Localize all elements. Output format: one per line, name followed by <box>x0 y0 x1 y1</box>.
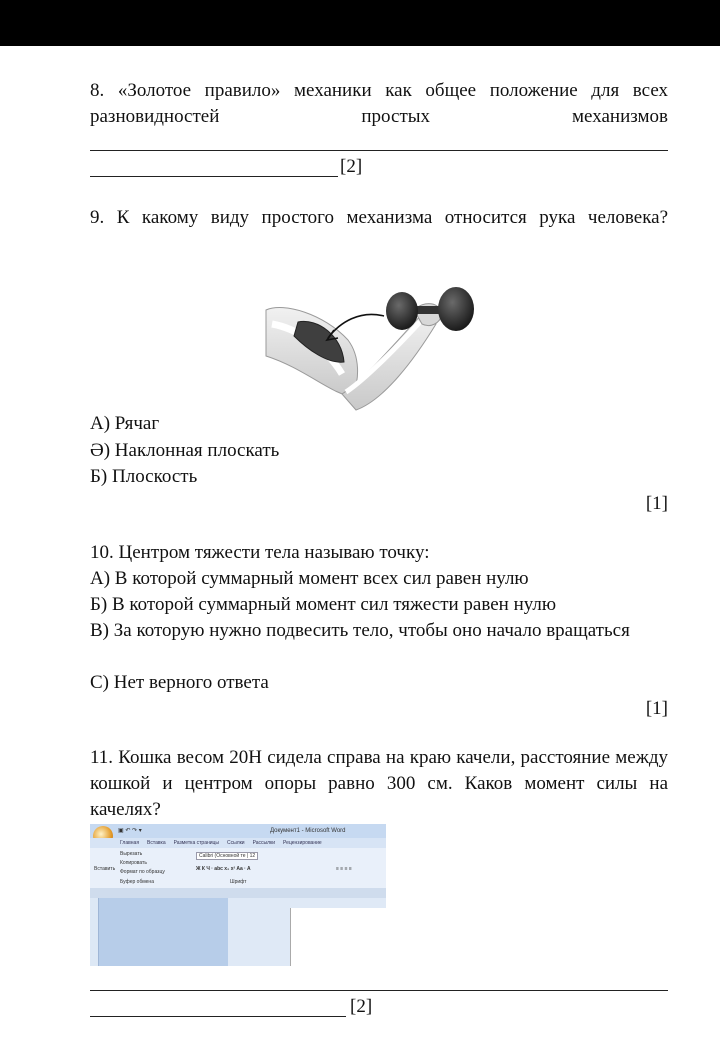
word-title-bar: ▣ ↶ ↷ ▾ Документ1 - Microsoft Word <box>90 824 386 838</box>
q10-option-b: Б) В которой суммарный момент сил тяжести равен нулю <box>90 594 557 615</box>
top-black-bar <box>0 0 720 46</box>
question-11-text: 11. Кошка весом 20Н сидела справа на краю качели, расстояние между кошкой и центром опоры равно 300 см. Каков момент силы на качелях? <box>90 747 668 820</box>
arm-dumbbell-illustration <box>264 284 480 412</box>
q9-option-ae: Ә) Наклонная плоскать <box>90 440 280 461</box>
answer-line-11a <box>90 990 668 991</box>
q10-option-v: В) За которую нужно подвесить тело, чтобы оно начало вращаться <box>90 620 630 641</box>
q10-option-a: А) В которой суммарный момент всех сил равен нулю <box>90 568 529 589</box>
answer-line-11b <box>90 1016 346 1017</box>
score-11: [2] <box>350 996 373 1017</box>
word-ribbon-tabs: Главная Вставка Разметка страницы Ссылки Рассылки Рецензирование <box>90 838 386 848</box>
word-ribbon: Вставить Вырезать Копировать Формат по образцу Буфер обмена Calibri (Основной те | 12 Ж К Ч · abc x₂ x² Aa · A Шрифт ≡ ≡ ≡ ≡ <box>90 848 386 889</box>
answer-line-8a <box>90 150 668 151</box>
score-8: [2] <box>340 156 363 177</box>
word-vertical-ruler <box>90 898 99 966</box>
word-page <box>290 908 386 966</box>
q9-option-b: Б) Плоскость <box>90 466 198 487</box>
q9-option-a: А) Рячаг <box>90 413 160 434</box>
word-ruler <box>90 888 386 898</box>
question-9-text: 9. К какому виду простого механизма относится рука человека? <box>90 207 668 228</box>
word-workspace <box>90 898 228 966</box>
question-10-text: 10. Центром тяжести тела называю точку: <box>90 542 430 563</box>
score-9: [1] <box>645 493 668 514</box>
score-10: [1] <box>645 698 668 719</box>
question-8-text: 8. «Золотое правило» механики как общее положение для всех разновидностей простых механизмов <box>90 80 668 127</box>
q10-option-c: С) Нет верного ответа <box>90 672 269 693</box>
answer-line-8b <box>90 176 338 177</box>
ms-word-screenshot <box>90 824 386 966</box>
